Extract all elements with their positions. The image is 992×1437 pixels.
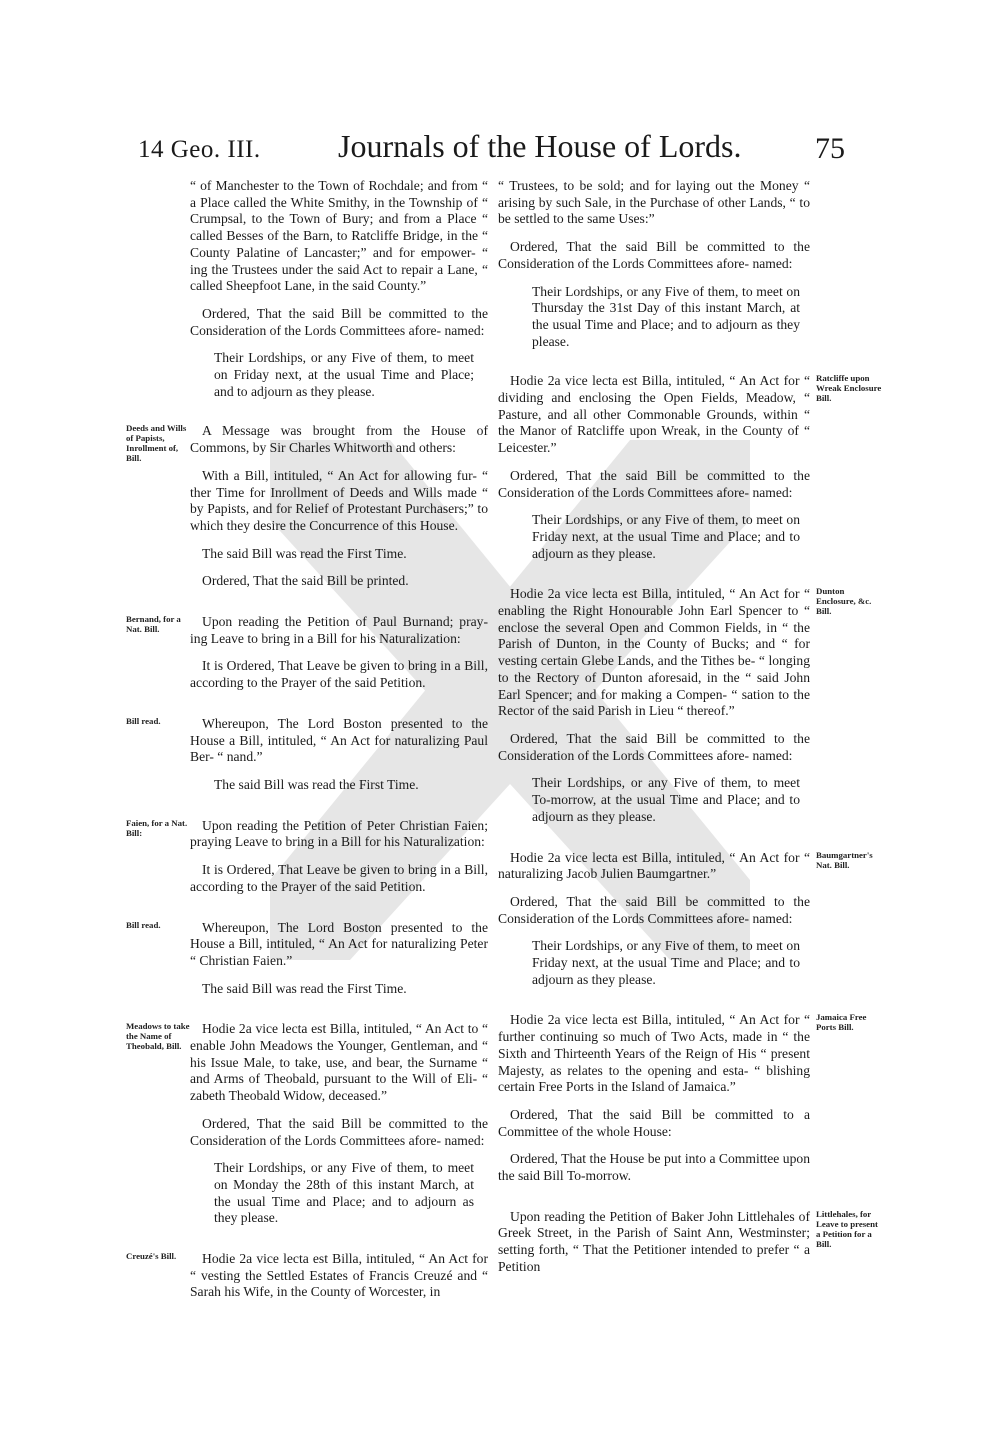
paragraph: Ordered, That the said Bill be committed to the Consideration of the Lords Committees afore- named: xyxy=(498,893,810,926)
left-column xyxy=(126,178,488,1313)
paragraph: “ of Manchester to the Town of Rochdale; and from “ a Place called the White Smithy, in the Township of “ Crumpsal, to the Town of Bury; and from a Place “ called Besses of the Barn, to Ratcliffe Bridge, in the “ County Palatine of Lancaster;” and for empower- “ ing the Trustees under the said Act to repair a Lane, “ called Sheepfoot Lane, in the said County.” xyxy=(190,178,488,294)
entry-jamaica xyxy=(498,1012,867,1184)
margin-note: Bernand, for a Nat. Bill. xyxy=(126,614,181,635)
paragraph: Ordered, That the said Bill be committed to the Consideration of the Lords Committees afore- named: xyxy=(498,239,810,271)
paragraph: The said Bill was read the First Time. xyxy=(202,980,407,996)
paragraph: Ordered, That the said Bill be printed. xyxy=(202,573,409,589)
paragraph: Hodie 2a vice lecta est Billa, intituled, “ An Act for “ further continuing so much of Two Acts, made in “ the Sixth and Thirteenth Years of the Reign of His “ present Majesty, as relates to the opening and esta- “ blishing certain Free Ports in the Island of Jamaica.” xyxy=(498,1012,810,1095)
entry-dunton xyxy=(498,586,872,825)
margin-note: Jamaica Free Ports Bill. xyxy=(816,1012,867,1033)
paragraph: Hodie 2a vice lecta est Billa, intituled, “ An Act for “ vesting the Settled Estates of Francis Creuzé and “ Sarah his Wife, in the County of Worcester, in xyxy=(190,1251,488,1300)
entry-baumgartner xyxy=(498,849,873,989)
paragraph: The said Bill was read the First Time. xyxy=(214,776,419,792)
paragraph: Ordered, That the said Bill be committed to the Consideration of the Lords Committees afore- named: xyxy=(190,1115,488,1148)
entry-bill-read-2 xyxy=(126,919,488,998)
paragraph: Their Lordships, or any Five of them, to meet on Monday the 28th of this instant March, at the usual Time and Place; and to adjourn as they please. xyxy=(214,1160,474,1226)
paragraph: Hodie 2a vice lecta est Billa, intituled, “ An Act for “ enabling the Right Honourable John Earl Spencer to “ enclose the several Open and Common Fields, in “ the Parish of Dunton, in the County of Bucks; and “ for vesting certain Glebe Lands, and the Tithes be- “ longing to the Rectory of Dunton aforesaid, in the “ said John Earl Spencer; and for making a Compen- “ sation to the Rector of the said Parish in Lieu “ thereof.” xyxy=(498,586,810,719)
margin-note: Creuzé's Bill. xyxy=(126,1251,177,1262)
entry-ratcliffe xyxy=(498,373,882,562)
margin-note: Meadows to take the Name of Theobald, Bill. xyxy=(126,1021,190,1052)
margin-note: Ratcliffe upon Wreak Enclosure Bill. xyxy=(816,373,882,404)
entry-burnand xyxy=(126,614,488,692)
paragraph: Hodie 2a vice lecta est Billa, intituled, “ An Act for “ naturalizing Jacob Julien Baumgartner.” xyxy=(498,849,810,882)
paragraph: It is Ordered, That Leave be given to bring in a Bill, according to the Prayer of the said Petition. xyxy=(190,862,488,894)
paragraph: Whereupon, The Lord Boston presented to the House a Bill, intituled, “ An Act for naturalizing Peter “ Christian Faien.” xyxy=(190,919,488,968)
paragraph: Their Lordships, or any Five of them, to meet on Friday next, at the usual Time and Place; and to adjourn as they please. xyxy=(214,350,474,399)
paragraph: The said Bill was read the First Time. xyxy=(202,545,407,561)
paragraph: Upon reading the Petition of Baker John Littlehales of Greek Street, in the Parish of Saint Ann, Westminster; setting forth, “ That the Petitioner intended to prefer “ a Petition xyxy=(498,1208,810,1274)
entry-bill-read-1 xyxy=(126,715,488,794)
entry-faien xyxy=(126,817,488,896)
entry-creuze xyxy=(126,1251,488,1301)
paragraph: Their Lordships, or any Five of them, to meet on Friday next, at the usual Time and Place; and to adjourn as they please. xyxy=(532,938,800,987)
entry-littlehales xyxy=(498,1208,878,1276)
paragraph: Ordered, That the said Bill be committed to the Consideration of the Lords Committees afore- named: xyxy=(190,305,488,338)
entry-papists-bill xyxy=(126,423,488,590)
margin-note: Baumgartner's Nat. Bill. xyxy=(816,849,873,870)
journal-title: Journals of the House of Lords. xyxy=(338,128,742,164)
paragraph: Upon reading the Petition of Paul Burnand; pray- ing Leave to bring in a Bill for his Naturalization: xyxy=(190,614,488,646)
regnal-year: 14 Geo. III. xyxy=(138,136,261,163)
paragraph: Hodie 2a vice lecta est Billa, intituled, “ An Act for “ dividing and enclosing the Open Fields, Meadow, “ Pasture, and all other Commonable Grounds, within “ the Manor of Ratcliffe upon Wreak, in the County of “ Leicester.” xyxy=(498,373,810,456)
paragraph: With a Bill, intituled, “ An Act for allowing fur- “ ther Time for Inrollment of Deeds and Wills made “ by Papists, and for Relief of Protestant Purchasers;” to which they desire the Concurrence of this House. xyxy=(190,467,488,533)
page-number: 75 xyxy=(815,132,845,165)
margin-note: Faien, for a Nat. Bill: xyxy=(126,817,188,838)
margin-note: Bill read. xyxy=(126,715,161,726)
margin-note: Bill read. xyxy=(126,919,161,930)
entry-meadows xyxy=(126,1021,488,1227)
margin-note: Deeds and Wills of Papists, Inrollment of, Bill. xyxy=(126,423,187,464)
page-header xyxy=(0,128,992,168)
paragraph: Their Lordships, or any Five of them, to meet on Friday next, at the usual Time and Place; and to adjourn as they please. xyxy=(532,512,800,561)
paragraph: Whereupon, The Lord Boston presented to the House a Bill, intituled, “ An Act for naturalizing Paul Ber- “ nand.” xyxy=(190,715,488,765)
margin-note: Dunton Enclosure, &c. Bill. xyxy=(816,586,872,617)
right-column xyxy=(498,178,882,1288)
paragraph: Ordered, That the said Bill be committed to the Consideration of the Lords Committees afore- named: xyxy=(498,467,810,500)
paragraph: Upon reading the Petition of Peter Christian Faien; praying Leave to bring in a Bill for his Naturalization: xyxy=(190,817,488,850)
paragraph: Ordered, That the said Bill be committed to a Committee of the whole House: xyxy=(498,1106,810,1139)
paragraph: Ordered, That the House be put into a Committee upon the said Bill To-morrow. xyxy=(498,1151,810,1184)
paragraph: Their Lordships, or any Five of them, to meet on Thursday the 31st Day of this instant March, at the usual Time and Place; and to adjourn as they please. xyxy=(532,283,800,349)
paragraph: Ordered, That the said Bill be committed to the Consideration of the Lords Committees afore- named: xyxy=(498,730,810,763)
paragraph: “ Trustees, to be sold; and for laying out the Money “ arising by such Sale, in the Purchase of other Lands, “ to be settled to the same Uses:” xyxy=(498,178,810,227)
paragraph: It is Ordered, That Leave be given to bring in a Bill, according to the Prayer of the said Petition. xyxy=(190,658,488,691)
paragraph: Hodie 2a vice lecta est Billa, intituled, “ An Act to “ enable John Meadows the Younger, Gentleman, and “ his Issue Male, to take, use, and bear, the Surname “ and Arms of Theobald, pursuant to the Will of Eli- “ zabeth Theobald Widow, deceased.” xyxy=(190,1021,488,1104)
margin-note: Littlehales, for Leave to present a Petition for a Bill. xyxy=(816,1208,878,1249)
paragraph: Their Lordships, or any Five of them, to meet To-morrow, at the usual Time and Place; and to adjourn as they please. xyxy=(532,775,800,824)
paragraph: A Message was brought from the House of Commons, by Sir Charles Whitworth and others: xyxy=(190,423,488,456)
